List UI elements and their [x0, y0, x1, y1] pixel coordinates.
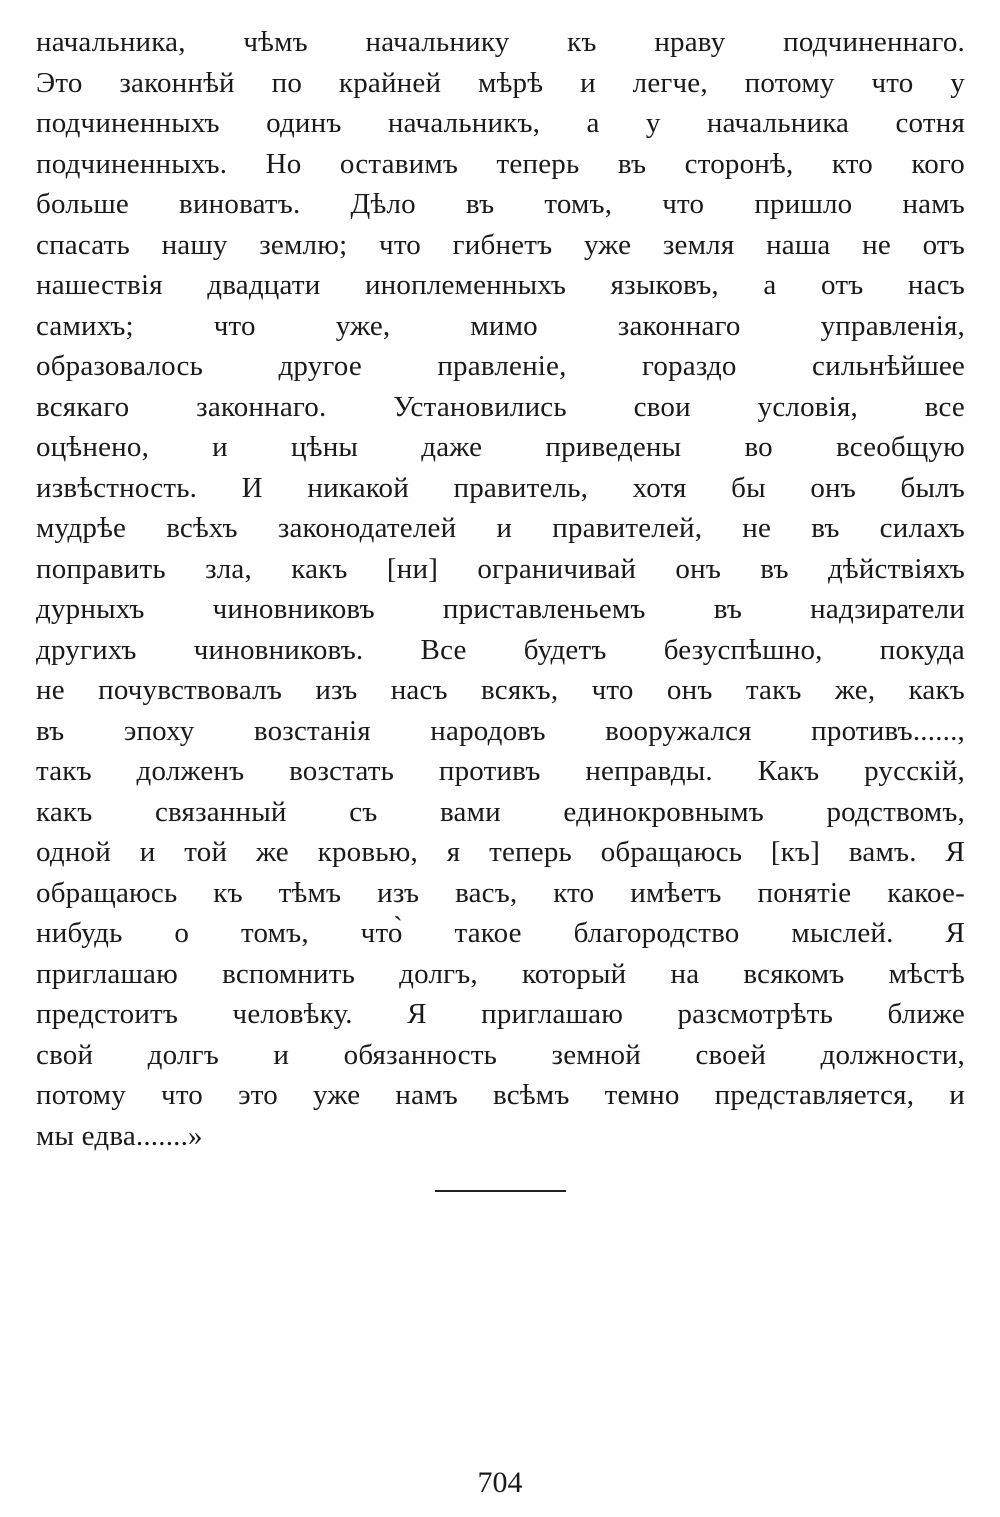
page-number: 704 [477, 1466, 523, 1499]
text-line: больше виноватъ. Дѣло въ томъ, что пришло намъ [36, 188, 965, 220]
text-line: образовалось другое правленіе, гораздо сильнѣйшее [36, 350, 965, 382]
text-line: мудрѣе всѣхъ законодателей и правителей, не въ силахъ [36, 512, 965, 544]
text-line: одной и той же кровью, я теперь обращаюсь [къ] вамъ. Я [36, 836, 965, 868]
text-line: такъ долженъ возстать противъ неправды. Какъ русскій, [36, 755, 965, 787]
text-line: въ эпоху возстанія народовъ вооружался противъ......, [36, 714, 965, 747]
text-line: подчиненныхъ. Но оставимъ теперь въ сторонѣ, кто кого [36, 147, 965, 180]
text-line: дурныхъ чиновниковъ приставленьемъ въ надзиратели [36, 593, 965, 625]
text-line: другихъ чиновниковъ. Все будетъ безуспѣшно, покуда [36, 633, 965, 666]
text-line: поправить зла, какъ [ни] ограничивай онъ въ дѣйствіяхъ [36, 552, 965, 585]
text-line: приглашаю вспомнить долгъ, который на всякомъ мѣстѣ [36, 957, 965, 990]
section-divider [435, 1190, 566, 1192]
text-line: нашествія двадцати иноплеменныхъ языковъ, а отъ насъ [36, 269, 965, 301]
text-line: потому что это уже намъ всѣмъ темно представляется, и [36, 1079, 965, 1111]
text-line: какъ связанный съ вами единокровнымъ родствомъ, [36, 795, 965, 828]
text-line: начальника, чѣмъ начальнику къ нраву подчиненнаго. [36, 26, 965, 58]
text-line: оцѣнено, и цѣны даже приведены во всеобщую [36, 431, 965, 463]
text-line: свой долгъ и обязанность земной своей должности, [36, 1038, 965, 1071]
text-line: подчиненныхъ одинъ начальникъ, а у начальника сотня [36, 107, 965, 139]
text-line: не почувствовалъ изъ насъ всякъ, что онъ такъ же, какъ [36, 674, 965, 706]
text-line: нибудь о томъ, что̀ такое благородство мыслей. Я [36, 917, 965, 949]
text-line: Это законнѣй по крайней мѣрѣ и легче, потому что у [36, 66, 965, 99]
text-line: самихъ; что уже, мимо законнаго управленія, [36, 309, 965, 342]
text-line: обращаюсь къ тѣмъ изъ васъ, кто имѣетъ понятіе какое- [36, 876, 965, 909]
text-line: мы едва.......» [36, 1119, 203, 1152]
body-text [36, 22, 965, 1156]
text-line: извѣстность. И никакой правитель, хотя бы онъ былъ [36, 471, 965, 504]
text-line: предстоитъ человѣку. Я приглашаю разсмотрѣть ближе [36, 998, 965, 1030]
text-line: всякаго законнаго. Установились свои условія, все [36, 390, 965, 423]
text-line: спасать нашу землю; что гибнетъ уже земля наша не отъ [36, 228, 965, 261]
